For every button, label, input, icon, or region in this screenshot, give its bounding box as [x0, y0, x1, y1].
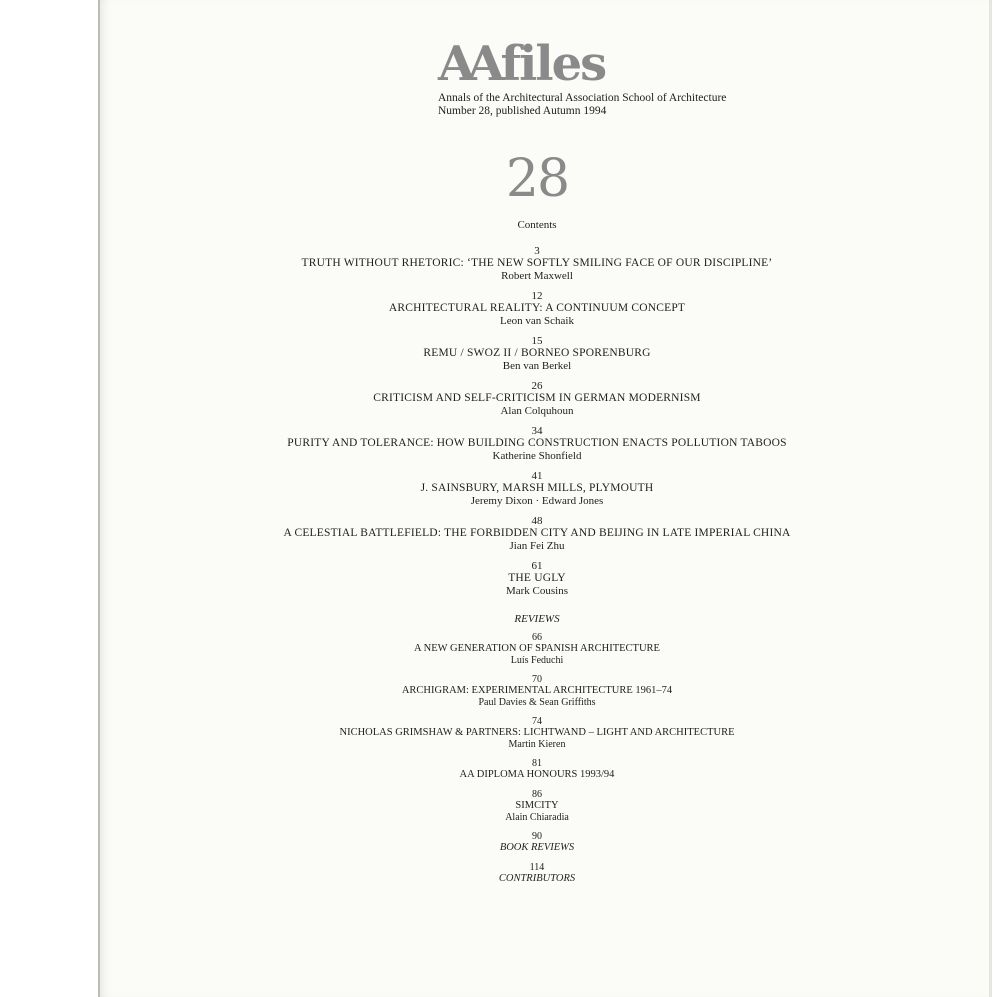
article-author: Ben van Berkel [502, 360, 572, 372]
page-number: 74 [532, 716, 542, 727]
page-number: 66 [532, 632, 542, 643]
article-title: A CELESTIAL BATTLEFIELD: THE FORBIDDEN CITY AND BEIJING IN LATE IMPERIAL CHINA [283, 527, 791, 539]
review-entry[interactable] [82, 674, 992, 708]
contents-heading: Contents [517, 219, 557, 231]
article-author: Jeremy Dixon · Edward Jones [470, 495, 604, 507]
toc-entry[interactable] [82, 425, 992, 462]
review-author: Paul Davies & Sean Griffiths [478, 697, 596, 708]
journal-subtitle: Annals of the Architectural Association School of Architecture [438, 92, 727, 104]
review-author: Luís Feduchi [510, 655, 564, 666]
journal-page [98, 0, 992, 997]
article-author: Mark Cousins [505, 585, 569, 597]
review-entry[interactable] [82, 758, 992, 781]
article-title: CRITICISM AND SELF-CRITICISM IN GERMAN MODERNISM [373, 392, 701, 404]
page-number: 12 [531, 290, 543, 302]
article-author: Alan Colquhoun [500, 405, 574, 417]
review-title: AA DIPLOMA HONOURS 1993/94 [459, 769, 615, 780]
article-title: ARCHITECTURAL REALITY: A CONTINUUM CONCEPT [388, 302, 686, 314]
logo-files: files [500, 36, 606, 92]
page-number: 41 [531, 470, 543, 482]
page-number: 70 [532, 674, 542, 685]
table-of-contents [82, 245, 992, 893]
review-title: ARCHIGRAM: EXPERIMENTAL ARCHITECTURE 1961–74 [401, 685, 673, 696]
page-number: 114 [529, 862, 545, 873]
review-title: SIMCITY [515, 800, 559, 811]
review-entry[interactable] [82, 831, 992, 854]
page-number: 15 [531, 335, 543, 347]
page-number: 26 [531, 380, 543, 392]
toc-entry[interactable] [82, 515, 992, 552]
review-title: BOOK REVIEWS [499, 842, 575, 853]
issue-line: Number 28, published Autumn 1994 [438, 105, 607, 117]
masthead [438, 36, 768, 118]
reviews-heading: REVIEWS [514, 613, 560, 625]
page-number: 3 [534, 245, 540, 257]
article-title: J. SAINSBURY, MARSH MILLS, PLYMOUTH [420, 482, 654, 494]
toc-entry[interactable] [82, 335, 992, 372]
article-author: Jian Fei Zhu [509, 540, 565, 552]
review-title: A NEW GENERATION OF SPANISH ARCHITECTURE [414, 643, 660, 654]
article-title: TRUTH WITHOUT RHETORIC: ‘THE NEW SOFTLY SMILING FACE OF OUR DISCIPLINE’ [301, 257, 773, 269]
article-author: Robert Maxwell [501, 270, 573, 282]
review-title: CONTRIBUTORS [498, 873, 576, 884]
page-number: 48 [531, 515, 543, 527]
page-number: 86 [532, 789, 542, 800]
page-number: 34 [531, 425, 543, 437]
toc-entry[interactable] [82, 245, 992, 282]
article-author: Leon van Schaik [500, 315, 574, 327]
aa-files-logo [438, 36, 768, 92]
review-entry[interactable] [82, 716, 992, 750]
review-entry[interactable] [82, 862, 992, 885]
page-number: 81 [532, 758, 542, 769]
page-number: 61 [531, 560, 543, 572]
article-title: THE UGLY [508, 572, 566, 584]
review-author: Alain Chiaradia [505, 812, 569, 823]
toc-entry[interactable] [82, 290, 992, 327]
logo-aa: AA [438, 36, 497, 92]
page-number: 90 [532, 831, 542, 842]
article-title: PURITY AND TOLERANCE: HOW BUILDING CONSTRUCTION ENACTS POLLUTION TABOOS [287, 437, 787, 449]
issue-number: 28 [505, 149, 569, 209]
article-title: REMU / SWOZ II / BORNEO SPORENBURG [423, 347, 651, 359]
review-entry[interactable] [82, 789, 992, 823]
review-entry[interactable] [82, 632, 992, 666]
review-author: Martin Kieren [508, 739, 566, 750]
article-author: Katherine Shonfield [492, 450, 582, 462]
review-title: NICHOLAS GRIMSHAW & PARTNERS: LICHTWAND – LIGHT AND ARCHITECTURE [339, 727, 735, 738]
toc-entry[interactable] [82, 380, 992, 417]
toc-entry[interactable] [82, 560, 992, 597]
toc-entry[interactable] [82, 470, 992, 507]
